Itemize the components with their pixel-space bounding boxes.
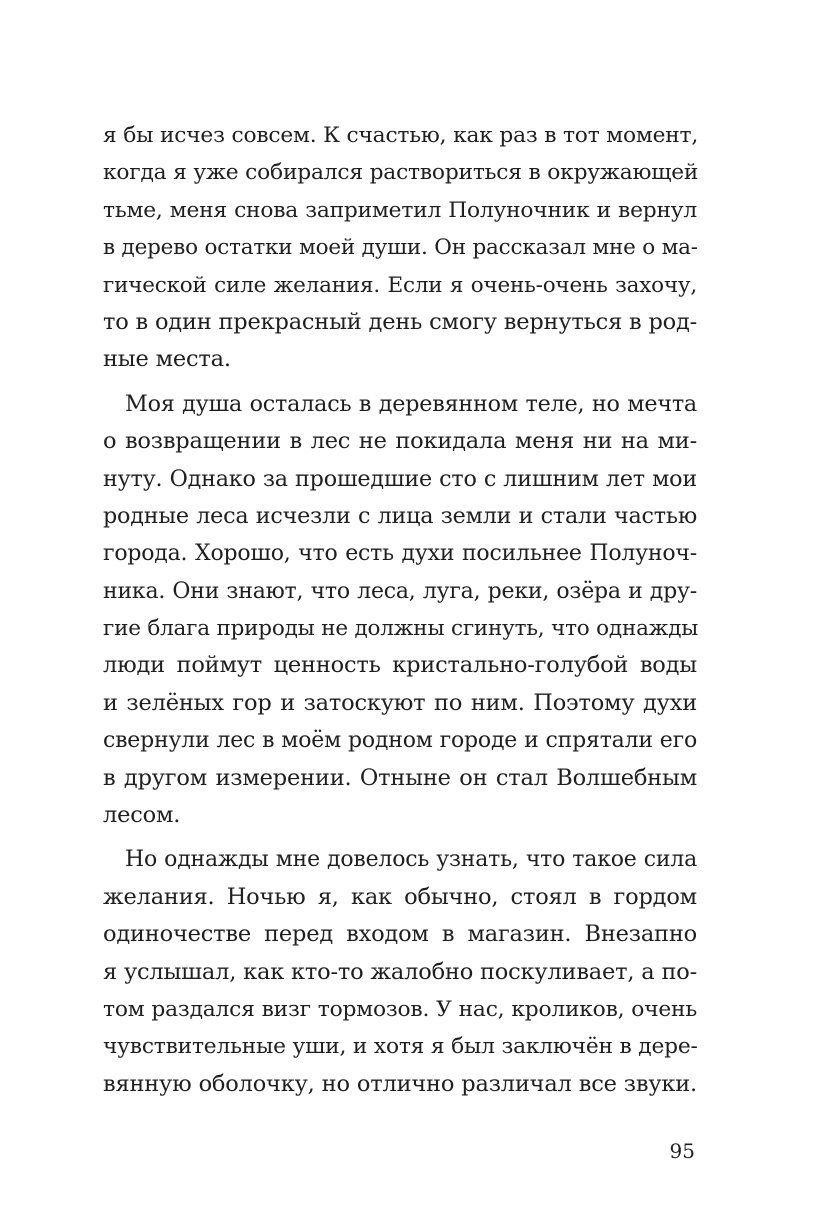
text-line: одиночестве перед входом в магазин. Внезапно [103,921,697,948]
text-line: желания. Ночью я, как обычно, стоял в гордом [103,883,697,910]
text-line: гие блага природы не должны сгинуть, что однажды [103,616,699,642]
text-line: вянную оболочку, но отлично различал все звуки. [103,1070,697,1097]
paragraph-1 [103,117,697,379]
text-line: родные леса исчезли с лица земли и стали частью [103,502,697,529]
text-line: то в один прекрасный день смогу вернуться в род- [103,308,698,335]
text-line: я услышал, как кто-то жалобно поскуливает, а по- [103,958,697,985]
text-line: чувствительные уши, и хотя я был заключён в дере- [103,1034,698,1060]
text-line: нуту. Однако за прошедшие сто с лишним лет мои [103,465,697,492]
body-text [103,117,697,1110]
text-line: Моя душа осталась в деревянном теле, но мечта [125,390,697,417]
text-line: свернули лес в моём родном городе и спрятали его [103,728,697,754]
text-line: о возвращении в лес не покидала меня ни на ми- [103,428,697,455]
text-line: и зелёных гор и затоскуют по ним. Поэтому духи [103,689,697,716]
paragraph-2 [103,386,697,835]
text-line: в дерево остатки моей души. Он рассказал мне о ма- [103,235,698,261]
text-line: города. Хорошо, что есть духи посильнее Полуноч- [103,541,697,567]
paragraph-3 [103,841,697,1103]
text-line: лесом. [103,802,181,829]
text-line: Но однажды мне довелось узнать, что такое сила [125,847,697,873]
page-number: 95 [669,1139,695,1163]
text-line: тьме, меня снова заприметил Полуночник и вернул [103,197,697,223]
text-line: ные места. [103,346,231,373]
text-line: когда я уже собирался раствориться в окружающей [103,160,699,186]
text-line: я бы исчез совсем. К счастью, как раз в тот момент, [103,123,699,148]
text-line: ника. Они знают, что леса, луга, реки, озёра и дру- [103,578,697,604]
text-line: в другом измерении. Отныне он стал Волшебным [103,764,697,791]
text-line: том раздался визг тормозов. У нас, кроликов, очень [103,996,697,1022]
text-line: гической силе желания. Если я очень-очень захочу, [103,272,697,298]
text-line: люди поймут ценность кристально-голубой воды [103,652,697,679]
